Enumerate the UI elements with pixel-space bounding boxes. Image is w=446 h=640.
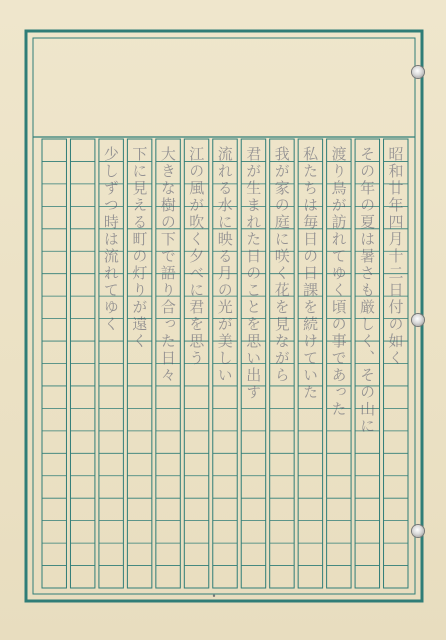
handwritten-column: 大きな樹の下で語り合った日々	[158, 146, 177, 384]
binding-hole-bottom	[412, 525, 424, 537]
handwritten-column: 流れる水に映る月の光が美しい	[215, 146, 234, 384]
handwritten-column: 昭和廿年四月十二日付の如く	[386, 146, 405, 367]
page-center-mark: •	[211, 592, 217, 601]
handwritten-column: 渡り鳥が訪れてゆく頃の事であった	[329, 146, 348, 418]
handwritten-column: 我が家の庭に咲く花を見ながら	[272, 146, 291, 384]
handwritten-column: 江の風が吹く夕べに君を思う	[187, 146, 206, 367]
handwritten-column: 下に見える町の灯りが遠く	[130, 146, 149, 350]
handwritten-column: その年の夏は暑さも厳しく、その山に	[358, 146, 377, 435]
binding-hole-top	[412, 66, 424, 78]
handwritten-column: 少しずつ時は流れてゆく	[101, 146, 120, 333]
handwritten-column: 私たちは毎日の日課を続けていた	[301, 146, 320, 401]
binding-hole-middle	[412, 314, 424, 326]
handwritten-column: 君が生まれた日のことを思い出す	[244, 146, 263, 401]
